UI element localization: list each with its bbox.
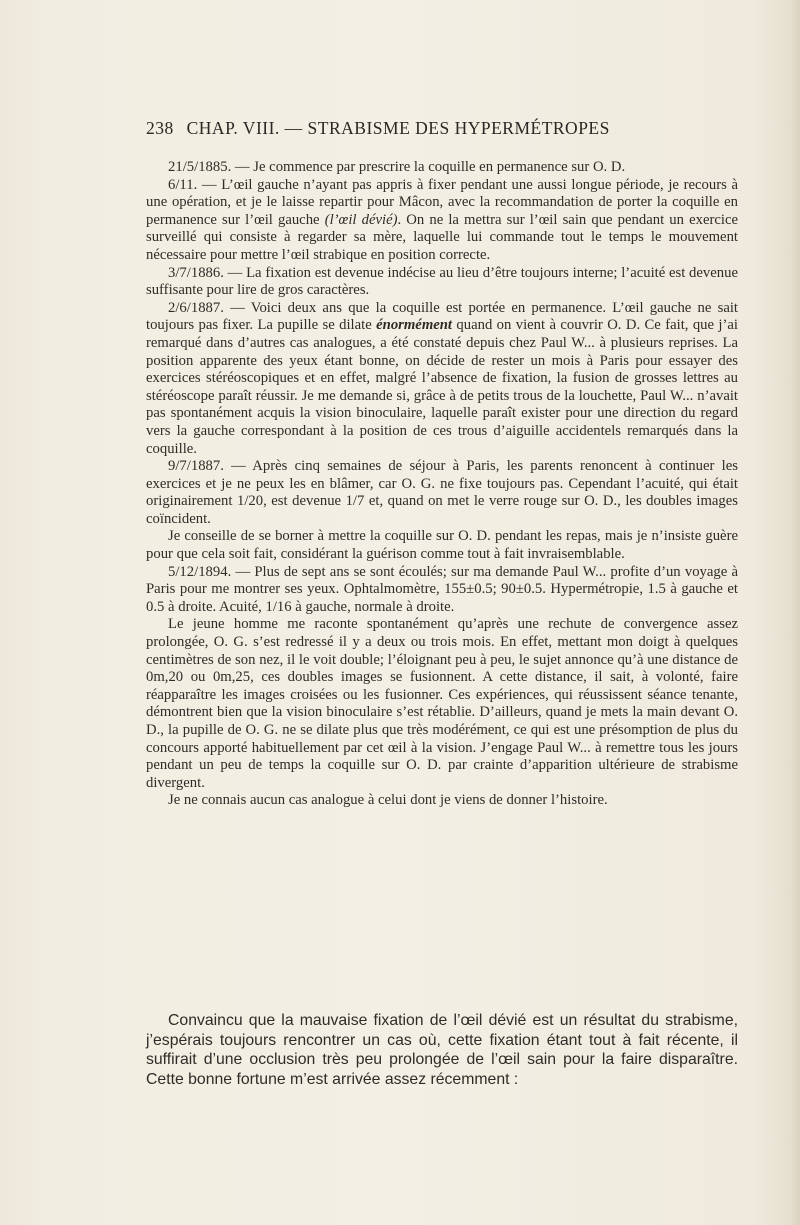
emphasis: énormément <box>376 317 453 334</box>
paragraph: Le jeune homme me raconte spontanément qu’après une rechute de convergence assez prolongée, O. G. s’est redressé il y a deux ou trois mois. En effet, mettant mon doigt à quelques centimètres de son nez, il le voit double; l’éloignant peu à peu, le sujet annonce qu’à une distance de 0m,20 ou 0m,25, ces doubles images se fusionnent. A cette distance, il sait, à volonté, faire réapparaître les images croisées ou les fusionner. Ces expériences, qui réussissent séance tenante, démontrent bien que la vision binoculaire s’est rétablie. D’ailleurs, quand je mets la main devant O. D., la pupille de O. G. ne se dilate plus que très modérément, ce qui est une présomption de plus du concours apporté habituellement par cet œil à la vision. J’engage Paul W... à remettre tous les jours pendant un peu de temps la coquille sur O. D. par crainte d’apparition ultérieure de strabisme divergent. <box>146 616 738 791</box>
page-number: 238 <box>146 118 174 138</box>
closing-paragraph <box>146 1011 738 1090</box>
paragraph: Je ne connais aucun cas analogue à celui dont je viens de donner l’histoire. <box>168 792 608 809</box>
running-title: CHAP. VIII. — STRABISME DES HYPERMÉTROPES <box>186 118 610 138</box>
paragraph: 21/5/1885. — Je commence par prescrire la coquille en permanence sur O. D. <box>168 159 626 175</box>
emphasis: (l’œil dévié) <box>324 211 398 228</box>
paragraph: Je conseille de se borner à mettre la coquille sur O. D. pendant les repas, mais je n’insiste guère pour que cela soit fait, considérant la guérison comme tout à fait invraisemblable. <box>146 528 738 563</box>
paragraph: 2/6/1887. — Voici deux ans que la coquille est portée en permanence. L’œil gauche ne sait toujours pas fixer. La pupille se dilate énormément quand on vient à couvrir O. D. Ce fait, que j’ai remarqué dans d’autres cas analogues, a été constaté depuis chez Paul W... à plusieurs reprises. La position apparente des yeux étant bonne, on décide de rester un mois à Paris pour essayer des exercices stéréoscopiques et en effet, malgré l’absence de fixation, la fusion de grosses lettres au stéréoscope paraît réussir. Je me demande si, grâce à de petits trous de la louchette, Paul W... n’avait pas spontanément acquis la vision binoculaire, laquelle paraît exister pour une direction du regard vers la gauche correspondant à la position de ces trous d’aiguille accidentels remarqués dans la coquille. <box>146 299 738 457</box>
case-report-body <box>146 159 738 810</box>
paragraph: 3/7/1886. — La fixation est devenue indécise au lieu d’être toujours interne; l’acuité est devenue suffisante pour lire de gros caractères. <box>146 264 738 299</box>
paragraph: 9/7/1887. — Après cinq semaines de séjour à Paris, les parents renoncent à continuer les exercices et je ne peux les en blâmer, car O. G. ne fixe toujours pas. Cependant l’acuité, qui était originairement 1/20, est devenue 1/7 et, quand on met le verre rouge sur O. D., les doubles images coïncident. <box>146 458 738 527</box>
paragraph: Convaincu que la mauvaise fixation de l’œil dévié est un résultat du strabisme, j’espérais toujours rencontrer un cas où, cette fixation étant tout à fait récente, il suffirait d’une occlusion très peu prolongée de l’œil sain pour la faire disparaître. Cette bonne fortune m’est arrivée assez récemment : <box>146 1012 738 1089</box>
page-edge <box>788 0 800 1225</box>
running-header <box>146 118 721 139</box>
paragraph: 5/12/1894. — Plus de sept ans se sont écoulés; sur ma demande Paul W... profite d’un voyage à Paris pour me montrer ses yeux. Ophtalmomètre, 155±0.5; 90±0.5. Hypermétropie, 1.5 à gauche et 0.5 à droite. Acuité, 1/16 à gauche, normale à droite. <box>146 563 738 615</box>
paragraph: 6/11. — L’œil gauche n’ayant pas appris à fixer pendant une aussi longue période, je recours à une opération, et je le laisse repartir pour Mâcon, avec la recommandation de porter la coquille en permanence sur l’œil gauche (l’œil dévié). On ne la mettra sur l’œil sain que pendant un exercice surveillé qui consiste à regarder sa mère, laquelle lui commande tout le temps le mouvement nécessaire pour mettre l’œil strabique en position correcte. <box>146 176 738 263</box>
